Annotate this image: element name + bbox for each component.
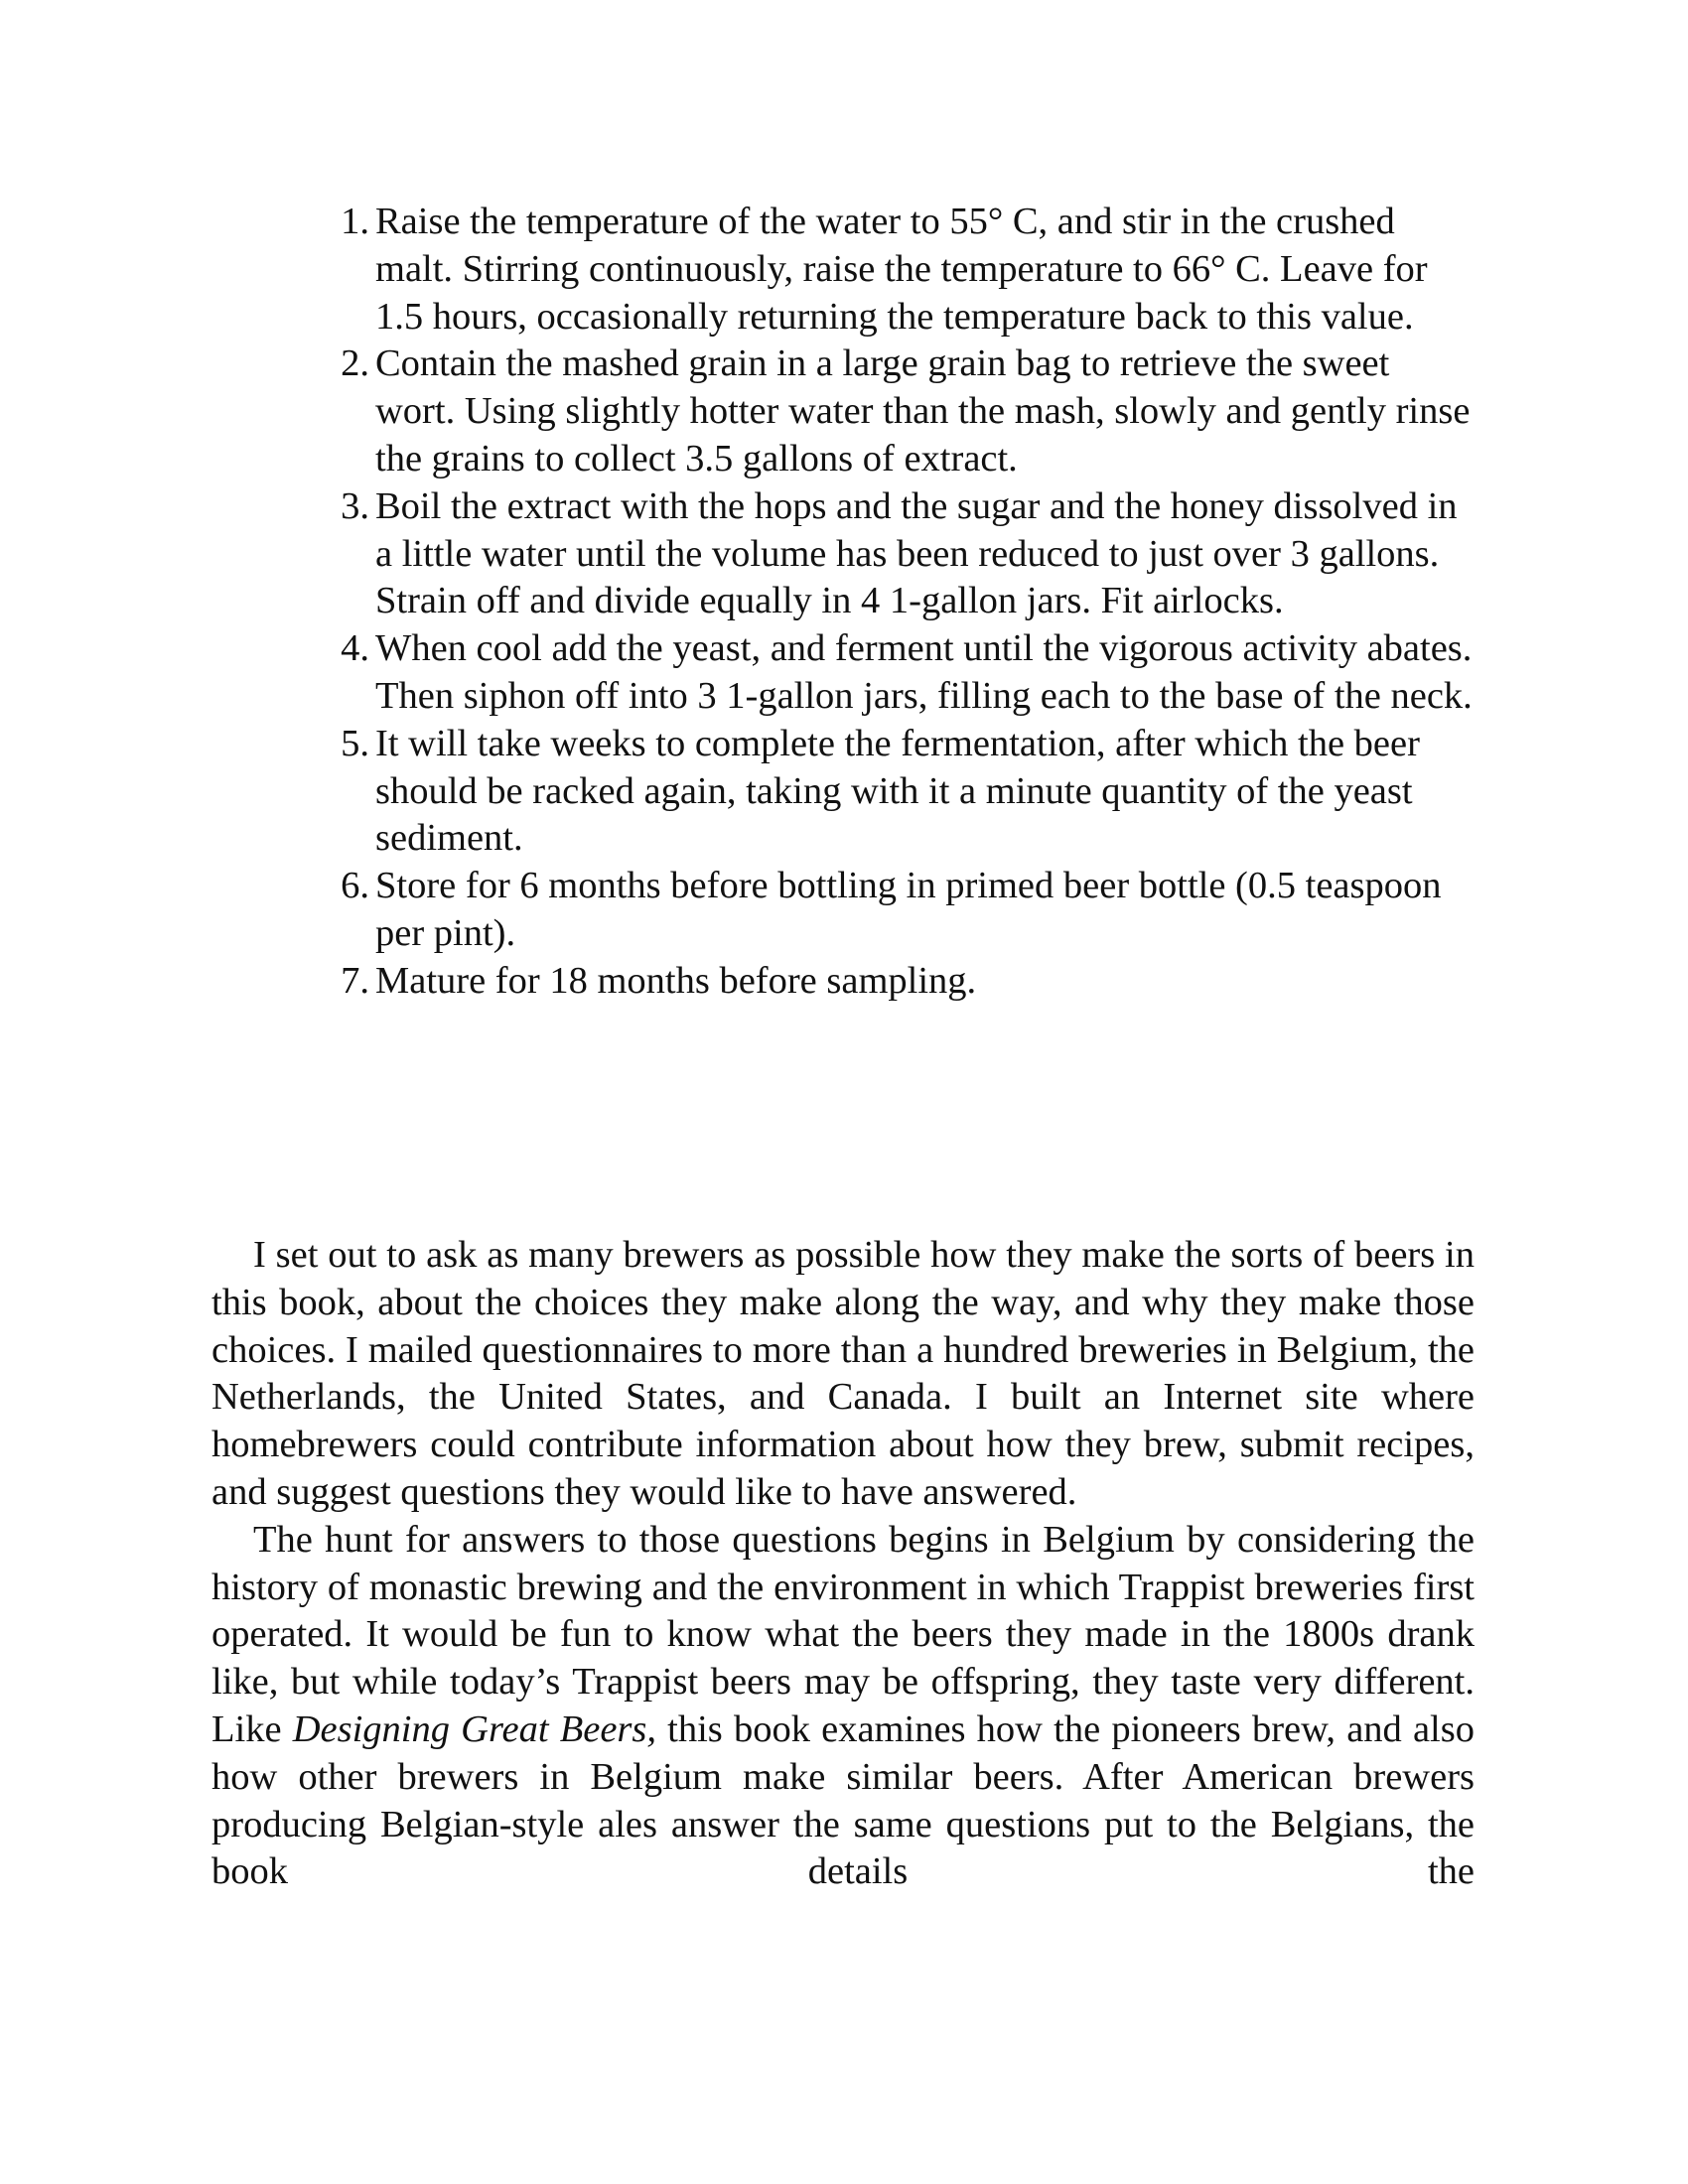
step-number: 3 .: [330, 483, 369, 531]
paragraph-1: I set out to ask as many brewers as possible how they make the sorts of beers in this book, about the choices they make along the way, and why they make those choices. I mailed questionnaires to more than a hundred breweries in Belgium, the Netherlands, the United States, and Canada. I built an Internet site where homebrewers could contribute information about how they brew, submit recipes, and suggest questions they would like to have answered.: [211, 1234, 1475, 1513]
step-number: 6 .: [330, 863, 369, 910]
step-text: It will take weeks to complete the fermentation, after which the beer should be racked again, taking with it a minute quantity of the yeast sediment.: [375, 722, 1420, 860]
step-item: [341, 721, 1477, 863]
paragraph-2-text-start: The hunt for answers to those questions begins in Belgium by considering the history of monastic brewing and the environment in which Trappist breweries first operated. It would be fun to know what the beers they made in the 1800s drank like, but while today’s Trappist beers may be offspring, they taste very different. Like: [211, 1518, 1475, 1750]
step-number: 1 .: [330, 199, 369, 246]
step-item: [341, 958, 1477, 1006]
step-item: [341, 199, 1477, 341]
step-item: [341, 483, 1477, 625]
step-text: Store for 6 months before bottling in primed beer bottle (0.5 teaspoon per pint).: [375, 865, 1442, 954]
step-item: [341, 625, 1477, 721]
step-item: [341, 341, 1477, 482]
step-text: Mature for 18 months before sampling.: [375, 959, 977, 1002]
step-text: Contain the mashed grain in a large grain bag to retrieve the sweet wort. Using slightly hotter water than the mash, slowly and gently rinse the grains to collect 3.5 gallons of extract.: [375, 342, 1471, 479]
paragraph-2: [211, 1517, 1475, 1896]
step-text: Boil the extract with the hops and the sugar and the honey dissolved in a little water until the volume has been reduced to just over 3 gallons. Strain off and divide equally in 4 1-gallon jars. Fit airlocks.: [375, 484, 1458, 622]
step-number: 7 .: [330, 958, 369, 1006]
brewing-steps-list: [341, 199, 1477, 1006]
book-title: Designing Great Beers,: [292, 1707, 656, 1750]
step-number: 4 .: [330, 625, 369, 673]
step-item: [341, 863, 1477, 958]
body-text: [211, 1232, 1475, 1896]
step-text: Raise the temperature of the water to 55° C, and stir in the crushed malt. Stirring continuously, raise the temperature to 66° C. Leave for 1.5 hours, occasionally returning the temperature back to this value.: [375, 201, 1428, 338]
step-text: When cool add the yeast, and ferment until the vigorous activity abates. Then siphon off into 3 1-gallon jars, filling each to the base of the neck.: [375, 627, 1473, 717]
step-number: 2 .: [330, 341, 369, 388]
step-number: 5 .: [330, 721, 369, 768]
paragraph-2-text-end: this book examines how the pioneers brew, and also how other brewers in Belgium make similar beers. After American brewers producing Belgian-style ales answer the same questions put to the Belgians, the book details the: [211, 1707, 1475, 1893]
